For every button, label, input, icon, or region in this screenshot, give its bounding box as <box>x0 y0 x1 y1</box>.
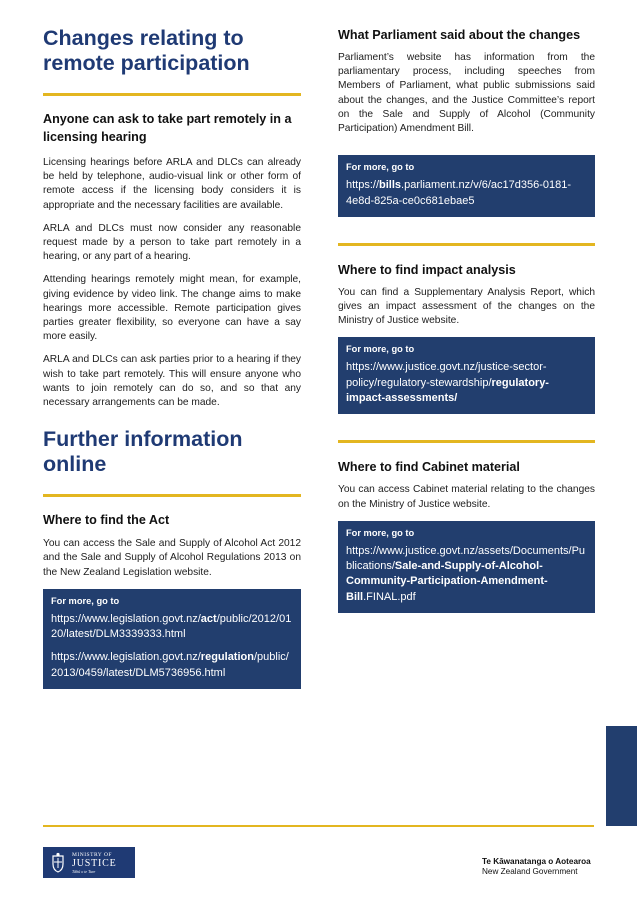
subheading-line: Anyone can ask to take part remotely in a <box>43 112 292 126</box>
paragraph: You can find a Supplementary Analysis Report, which gives an impact assessment of the changes on the Ministry of Justice website. <box>338 286 595 327</box>
gold-divider <box>338 243 595 246</box>
heading-line: online <box>43 452 107 477</box>
coat-of-arms-icon <box>49 852 67 874</box>
link-part: https://www.justice.govt.nz/justice-sector-policy/regulatory-stewardship/ <box>346 361 547 389</box>
paragraph: Attending hearings remotely might mean, for example, giving evidence by video link. The change aims to make hearings more accessible. Remote participation gives parties greater flexibility, so everyone can have a say more easily. <box>43 274 301 343</box>
section-heading-further-information <box>43 427 301 477</box>
subheading-find-act: Where to find the Act <box>43 513 170 528</box>
link-box-impact <box>338 337 595 414</box>
link-bold-part: regulatory-impact-assessments/ <box>346 376 549 405</box>
gold-divider <box>43 93 301 96</box>
link-part: .parliament.nz/v/6/ac17d356-0181-4e8d-825a-ce0c681ebae5 <box>346 179 572 207</box>
link-box-label: For more, go to <box>346 344 415 355</box>
link-impact-assessments[interactable] <box>346 360 587 406</box>
link-part: https://www.legislation.govt.nz/ <box>51 651 201 664</box>
link-box-label: For more, go to <box>346 162 415 173</box>
link-part: /public/2013/0459/latest/DLM5736956.html <box>51 651 289 679</box>
section-heading-remote-participation <box>43 26 301 76</box>
link-part: https://www.justice.govt.nz/assets/Documents/Publications/ <box>346 544 586 573</box>
link-box-legislation <box>43 589 301 689</box>
ministry-of-justice-logo <box>43 847 135 878</box>
subheading-remote-request <box>43 110 301 146</box>
link-bold-part: regulation <box>200 651 254 664</box>
paragraph: ARLA and DLCs must now consider any reasonable request made by a person to take part remotely in a hearing, or any part of a hearing. <box>43 222 301 263</box>
right-column <box>338 26 595 613</box>
heading-line: Changes relating to <box>43 26 244 50</box>
link-part: https://www.legislation.govt.nz/ <box>51 612 201 625</box>
link-box-cabinet <box>338 521 595 613</box>
link-legislation-act[interactable] <box>51 612 293 643</box>
link-bold-part: bills <box>379 179 402 192</box>
logo-line: Tāhū o te Ture <box>72 868 96 874</box>
link-part: /public/2012/0120/latest/DLM3339333.html <box>51 612 292 641</box>
subheading-impact-analysis: Where to find impact analysis <box>338 262 516 277</box>
link-part: .FINAL.pdf <box>363 590 416 603</box>
link-box-label: For more, go to <box>346 527 415 538</box>
logo-line: JUSTICE <box>72 857 117 869</box>
gov-line-maori: Te Kāwanatanga o Aotearoa <box>482 857 591 866</box>
gold-divider <box>338 440 595 443</box>
logo-text <box>72 852 117 874</box>
left-column <box>43 26 301 689</box>
paragraph: Parliament’s website has information from the parliamentary process, including speeches from Members of Parliament, what public submissions said about the changes, and the Justice Committee’s report on the Sale and Supply of Alcohol (Community Participation) Amendment Bill. <box>338 52 595 135</box>
subheading-line: licensing hearing <box>43 130 147 144</box>
logo-line: MINISTRY OF <box>72 851 112 858</box>
heading-line: Further information <box>43 427 243 452</box>
link-cabinet-material[interactable] <box>346 544 587 605</box>
paragraph: You can access the Sale and Supply of Alcohol Act 2012 and the Sale and Supply of Alcohol Regulations 2013 on the New Zealand Legislation website. <box>43 538 301 578</box>
paragraph: You can access Cabinet material relating to the changes on the Ministry of Justice website. <box>338 484 595 510</box>
subheading-parliament: What Parliament said about the changes <box>338 28 581 42</box>
link-box-parliament <box>338 155 595 217</box>
link-legislation-regulation[interactable] <box>51 650 293 681</box>
paragraph: ARLA and DLCs can ask parties prior to a hearing if they wish to take part remotely. This will ensure anyone who wants to join remotely can do so, and so that any necessary arrangements can be made. <box>43 354 301 409</box>
footer-divider <box>43 825 594 827</box>
link-parliament-bills[interactable] <box>346 178 587 209</box>
heading-line: remote participation <box>43 51 250 75</box>
gold-divider <box>43 494 301 497</box>
link-bold-part: Sale-and-Supply-of-Alcohol-Community-Participation-Amendment-Bill <box>346 560 548 603</box>
side-tab <box>606 726 637 826</box>
nz-government-wordmark <box>482 857 591 877</box>
link-box-label: For more, go to <box>51 595 120 606</box>
gov-line-english: New Zealand Government <box>482 867 578 876</box>
link-part: https:// <box>346 179 380 192</box>
paragraph: Licensing hearings before ARLA and DLCs can already be held by telephone, audio-visual link or other form of remote access if the licensing body considers it is appropriate and the necessary facilities are available. <box>43 157 301 211</box>
link-bold-part: act <box>200 612 217 625</box>
subheading-cabinet-material: Where to find Cabinet material <box>338 460 520 475</box>
